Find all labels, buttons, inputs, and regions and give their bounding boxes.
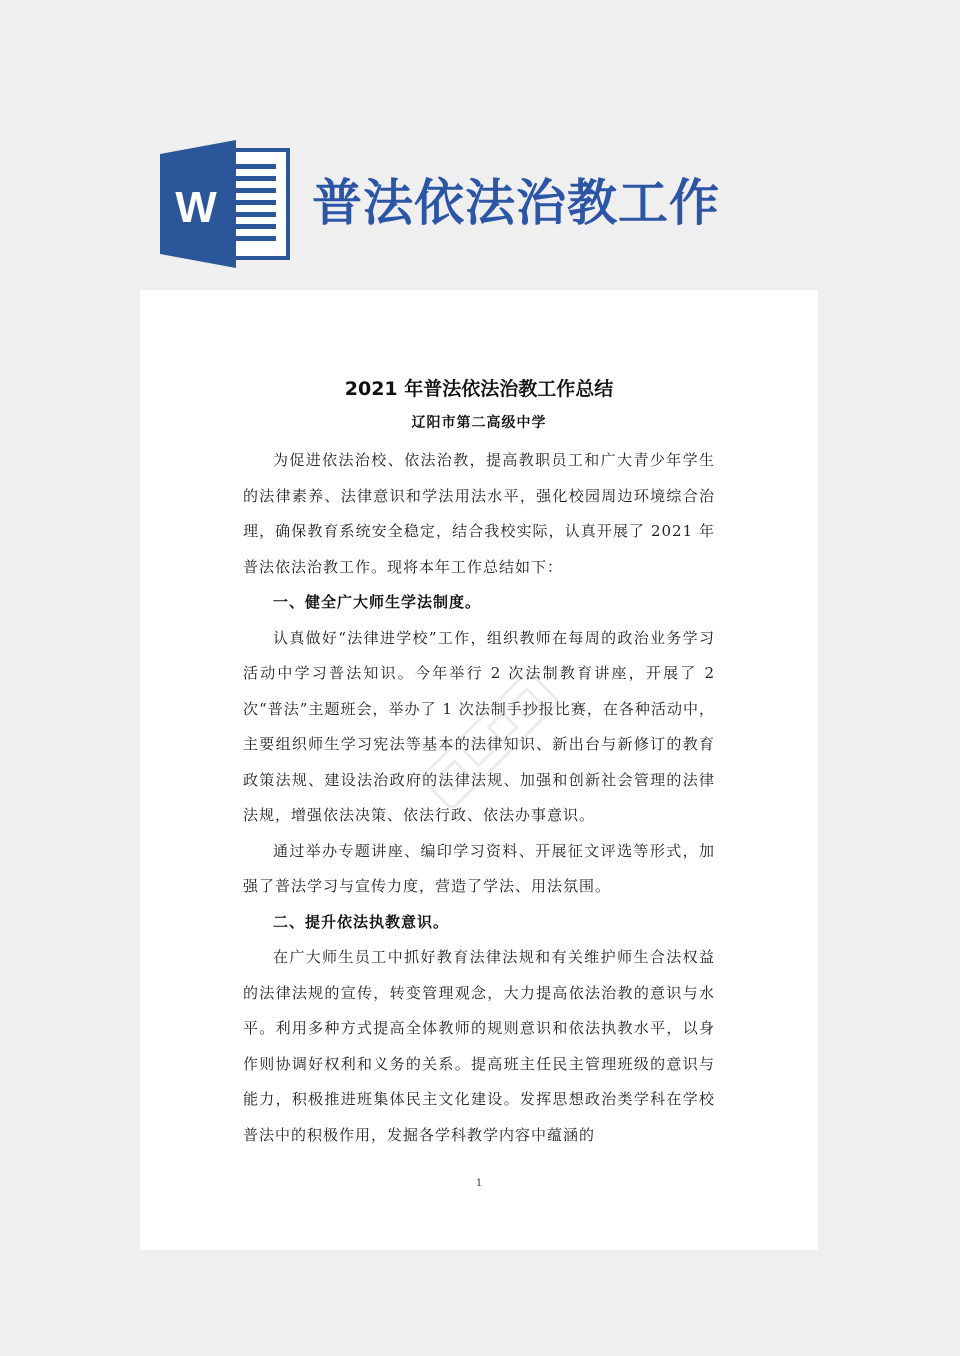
word-icon-letter: W — [175, 183, 217, 232]
page-number: 1 — [475, 1178, 483, 1189]
banner-title: 普法依法治教工作 — [312, 174, 720, 232]
document-body — [243, 443, 715, 1153]
section-heading: 一、健全广大师生学法制度。 — [273, 593, 482, 611]
document-page — [140, 290, 818, 1250]
body-paragraph: 通过举办专题讲座、编印学习资料、开展征文评选等形式，加强了普法学习与宣传力度，营造了学法、用法氛围。 — [243, 841, 715, 895]
body-paragraph: 在广大师生员工中抓好教育法律法规和有关维护师生合法权益的法律法规的宣传，转变管理观念，大力提高依法治教的意识与水平。利用多种方式提高全体教师的规则意识和依法执教水平，以身作则协调好权利和义务的关系。提高班主任民主管理班级的意识与能力，积极推进班集体民主文化建设。发挥思想政治类学科在学校普法中的积极作用，发掘各学科教学内容中蕴涵的 — [243, 948, 715, 1144]
section-heading: 二、提升依法执教意识。 — [273, 912, 450, 931]
body-paragraph: 认真做好“法律进学校”工作，组织教师在每周的政治业务学习活动中学习普法知识。今年举行 2 次法制教育讲座，开展了 2 次“普法”主题班会，举办了 1 次法制手抄报比赛，在各种活动中，主要组织师生学习宪法等基本的法律知识、新出台与新修订的教育政策法规、建设法治政府的法律法规、加强和创新社会管理的法律法规，增强依法决策、依法行政、依法办事意识。 — [243, 628, 715, 824]
document-title: 2021 年普法依法治教工作总结 — [344, 378, 614, 400]
document-banner — [160, 140, 780, 268]
document-subtitle: 辽阳市第二高级中学 — [411, 415, 547, 431]
word-document-icon — [160, 140, 290, 268]
body-paragraph: 为促进依法治校、依法治教，提高教职员工和广大青少年学生的法律素养、法律意识和学法用法水平，强化校园周边环境综合治理，确保教育系统安全稳定，结合我校实际，认真开展了 2021 年普法依法治教工作。现将本年工作总结如下： — [243, 451, 715, 576]
